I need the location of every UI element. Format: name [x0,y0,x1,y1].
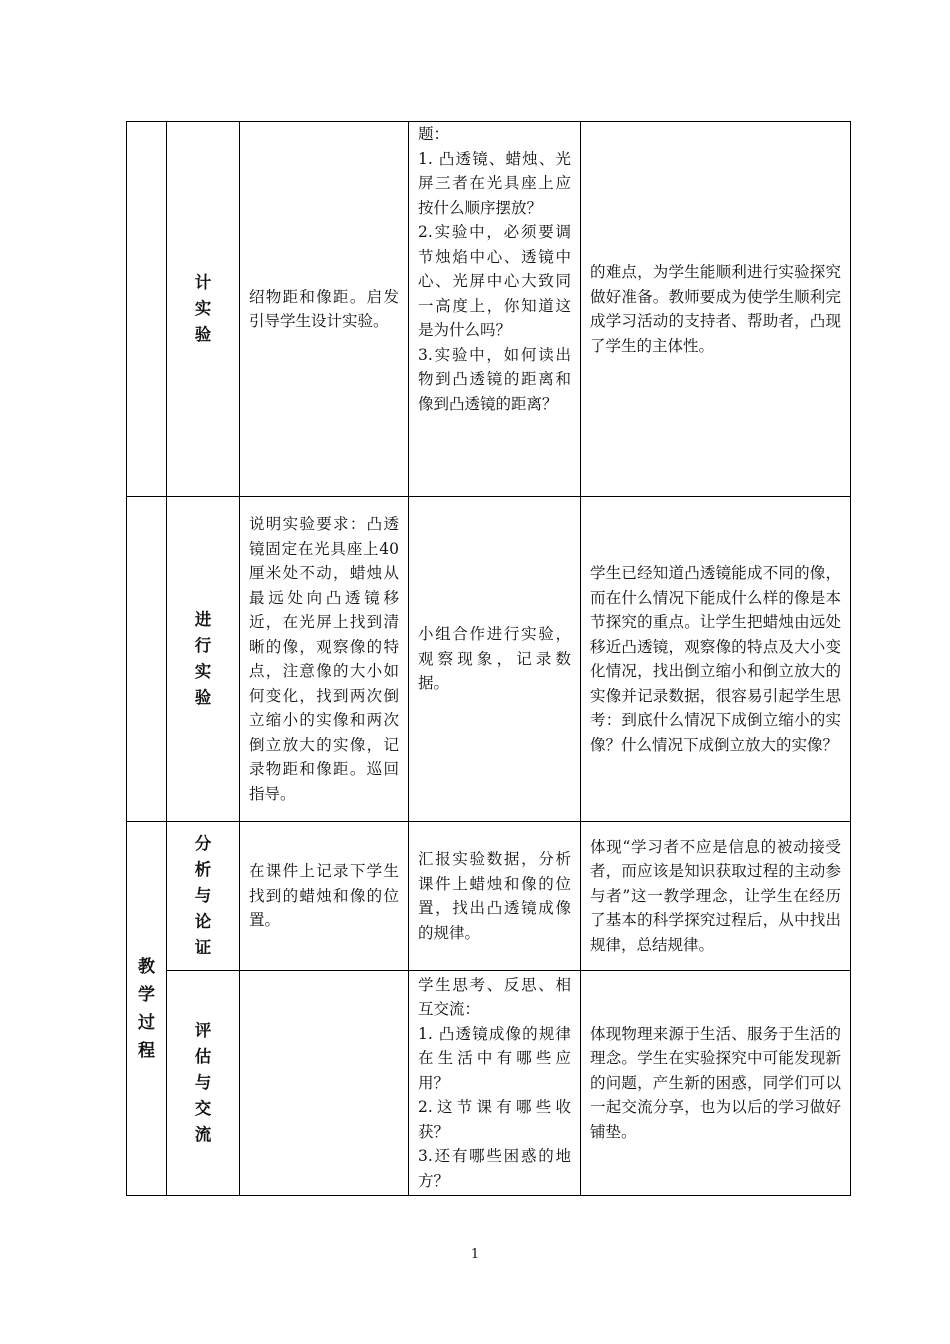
student-activity-text: 题： 1. 凸透镜、蜡烛、光屏三者在光具座上应按什么顺序摆放？ 2.实验中，必须要调节烛焰中心、透镜中心、光屏中心大致同一高度上，你知道这是为什么吗？ 3.实验中，如何读出物到凸透镜的距离和像到凸透镜的距离？ [418,125,571,413]
stage-cell [167,971,240,1196]
section-label: 教 学 过 程 [138,956,155,1061]
table-row [127,971,851,1196]
teacher-activity-cell [240,122,409,497]
student-activity-text: 学生思考、反思、相互交流： 1. 凸透镜成像的规律在生活中有哪些应用？ 2.这节课有哪些收获？ 3.还有哪些困惑的地方？ [418,975,571,1190]
design-intent-text: 的难点，为学生能顺利进行实验探究做好准备。教师要成为使学生顺利完成学习活动的支持者、帮助者，凸现了学生的主体性。 [590,263,841,355]
design-intent-cell [581,971,851,1196]
student-activity-text: 小组合作进行实验，观察现象，记录数据。 [418,625,571,693]
section-cell-empty [127,122,167,497]
section-cell [127,822,167,1196]
table-row [127,822,851,971]
student-activity-cell [409,822,581,971]
teacher-activity-cell [240,497,409,822]
design-intent-cell [581,122,851,497]
stage-label: 进 行 实 验 [194,610,212,707]
teacher-activity-text: 在课件上记录下学生找到的蜡烛和像的位置。 [249,862,399,930]
table-row [127,497,851,822]
page-number: 1 [470,1247,480,1262]
design-intent-text: 学生已经知道凸透镜能成不同的像，而在什么情况下能成什么样的像是本节探究的重点。让学生把蜡烛由远处移近凸透镜，观察像的特点及大小变化情况，找出倒立缩小和倒立放大的实像并记录数据，很容易引起学生思考：到底什么情况下成倒立缩小的实像？什么情况下成倒立放大的实像？ [590,564,841,754]
lesson-plan-table [126,121,851,1196]
stage-label: 评 估 与 交 流 [194,1021,212,1144]
stage-label: 计 实 验 [194,273,212,344]
student-activity-cell [409,497,581,822]
design-intent-cell [581,497,851,822]
stage-label: 分 析 与 论 证 [194,834,212,957]
teacher-activity-text: 绍物距和像距。启发引导学生设计实验。 [249,287,399,330]
teacher-activity-text: 说明实验要求：凸透镜固定在光具座上40厘米处不动，蜡烛从最远处向凸透镜移近，在光屏上找到清晰的像，观察像的特点，注意像的大小如何变化，找到两次倒立缩小的实像和两次倒立放大的实像，记录物距和像距。巡回指导。 [249,515,399,803]
student-activity-cell [409,122,581,497]
stage-cell [167,822,240,971]
section-cell-empty [127,497,167,822]
teacher-activity-cell [240,971,409,1196]
design-intent-text: 体现物理来源于生活、服务于生活的理念。学生在实验探究中可能发现新的问题，产生新的困惑，同学们可以一起交流分享，也为以后的学习做好铺垫。 [590,1024,841,1141]
student-activity-text: 汇报实验数据，分析课件上蜡烛和像的位置，找出凸透镜成像的规律。 [418,850,571,942]
stage-cell [167,122,240,497]
table-row [127,122,851,497]
teacher-activity-cell [240,822,409,971]
design-intent-cell [581,822,851,971]
student-activity-cell [409,971,581,1196]
stage-cell [167,497,240,822]
design-intent-text: 体现“学习者不应是信息的被动接受者，而应该是知识获取过程的主动参与者”这一教学理念，让学生在经历了基本的科学探究过程后，从中找出规律，总结规律。 [590,837,841,954]
